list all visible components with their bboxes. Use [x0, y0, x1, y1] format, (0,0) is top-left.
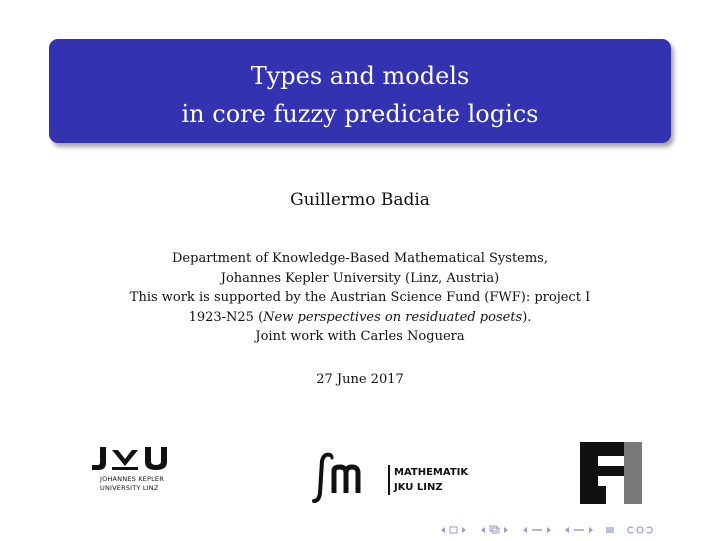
mathematik-label: MATHEMATIK — [394, 467, 469, 478]
jku-linz-label: JKU LINZ — [394, 482, 443, 493]
document-nav-icon — [564, 526, 594, 534]
project-title: New perspectives on residuated posets — [263, 309, 523, 325]
project-suffix: ). — [522, 309, 532, 325]
subsection-nav-icon — [480, 525, 510, 535]
document-nav[interactable] — [564, 526, 594, 536]
joint-work-line: Joint work with Carles Noguera — [255, 329, 465, 344]
project-prefix: 1923-N25 ( — [188, 309, 264, 325]
affiliation-block — [0, 249, 720, 347]
f-logo-icon — [580, 442, 642, 504]
funding-line: This work is supported by the Austrian Science Fund (FWF): project I — [129, 290, 591, 305]
presentation-date: 27 June 2017 — [316, 372, 404, 387]
frame-nav-icon — [440, 526, 468, 534]
jku-subtitle-1: JOHANNES KEPLER — [100, 475, 164, 483]
beamer-navigation — [440, 524, 654, 538]
title-line-1: Types and models — [250, 62, 470, 90]
undo-redo-icon[interactable] — [626, 526, 654, 536]
affiliation-line-2: Johannes Kepler University (Linz, Austria) — [220, 270, 500, 286]
subsection-nav[interactable] — [480, 525, 510, 537]
section-nav[interactable] — [522, 526, 552, 536]
jku-logo — [90, 444, 190, 496]
jku-subtitle-2: UNIVERSITY LINZ — [100, 484, 159, 492]
mathematik-logo — [312, 449, 472, 505]
affiliation-line-1: Department of Knowledge-Based Mathematical Systems, — [172, 251, 548, 266]
frame-nav[interactable] — [440, 526, 468, 536]
title-box — [49, 39, 671, 143]
title-line-2: in core fuzzy predicate logics — [181, 100, 539, 128]
integral-m-icon — [312, 449, 382, 505]
project-line — [0, 308, 720, 328]
section-nav-icon — [522, 526, 552, 534]
equivalent-icon[interactable] — [606, 526, 614, 536]
jku-wordmark-icon — [90, 444, 190, 472]
logo-divider — [388, 465, 390, 495]
author-name: Guillermo Badia — [290, 190, 430, 210]
